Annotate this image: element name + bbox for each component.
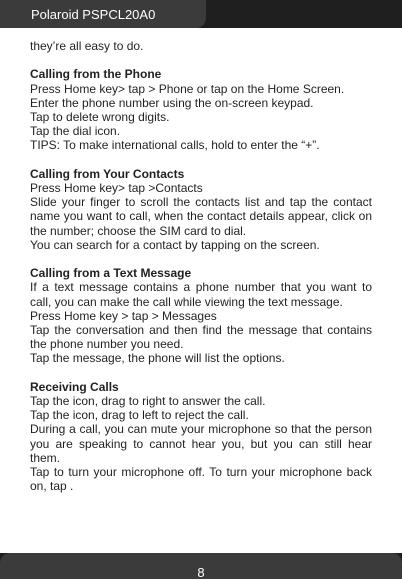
- paragraph: If a text message contains a phone number that you want to call, you can make the call while viewing the text message.: [30, 280, 372, 309]
- paragraph: During a call, you can mute your microphone so that the person you are speaking to cannot hear you, but you can still hear them.: [30, 422, 372, 465]
- page-number: 8: [197, 565, 205, 580]
- document-title: Polaroid PSPCL20A0: [31, 7, 156, 22]
- section-heading-calling-from-message: Calling from a Text Message: [30, 266, 192, 281]
- paragraph-line: You can search for a contact by tapping on the screen.: [30, 237, 320, 252]
- paragraph: Tap the conversation and then find the message that contains the phone number you need.: [30, 323, 372, 352]
- spacer: [30, 53, 372, 67]
- paragraph: Slide your finger to scroll the contacts list and tap the contact name you want to call, when the contact details appear, click on the number; choose the SIM card to dial.: [30, 195, 372, 238]
- header-tab: [0, 0, 206, 28]
- paragraph-line: TIPS: To make international calls, hold to enter the “+”.: [30, 138, 320, 153]
- section-heading-receiving-calls: Receiving Calls: [30, 379, 119, 394]
- paragraph-line: Tap the dial icon.: [30, 124, 121, 139]
- paragraph-line: Enter the phone number using the on-screen keypad.: [30, 95, 314, 110]
- paragraph-line: Tap to delete wrong digits.: [30, 110, 170, 124]
- paragraph: Tap to turn your microphone off. To turn your microphone back on, tap .: [30, 465, 372, 494]
- header-bar: [0, 0, 402, 28]
- spacer: [30, 366, 372, 380]
- paragraph-line: Press Home key > tap > Messages: [30, 308, 217, 323]
- manual-content: [30, 39, 372, 493]
- section-heading-calling-from-phone: Calling from the Phone: [30, 67, 162, 82]
- spacer: [30, 153, 372, 167]
- paragraph-line: Press Home key> tap >Contacts: [30, 181, 203, 195]
- paragraph-line: Tap the message, the phone will list the options.: [30, 351, 285, 366]
- paragraph-line: Tap the icon, drag to left to reject the call.: [30, 408, 249, 423]
- spacer: [30, 252, 372, 266]
- paragraph-line: Tap the icon, drag to right to answer the call.: [30, 394, 266, 409]
- section-heading-calling-from-contacts: Calling from Your Contacts: [30, 166, 185, 181]
- footer-tab: [0, 553, 402, 579]
- paragraph-line: Press Home key> tap > Phone or tap on the Home Screen.: [30, 81, 345, 96]
- footer-bar: [0, 553, 402, 579]
- intro-text: they’re all easy to do.: [30, 39, 144, 53]
